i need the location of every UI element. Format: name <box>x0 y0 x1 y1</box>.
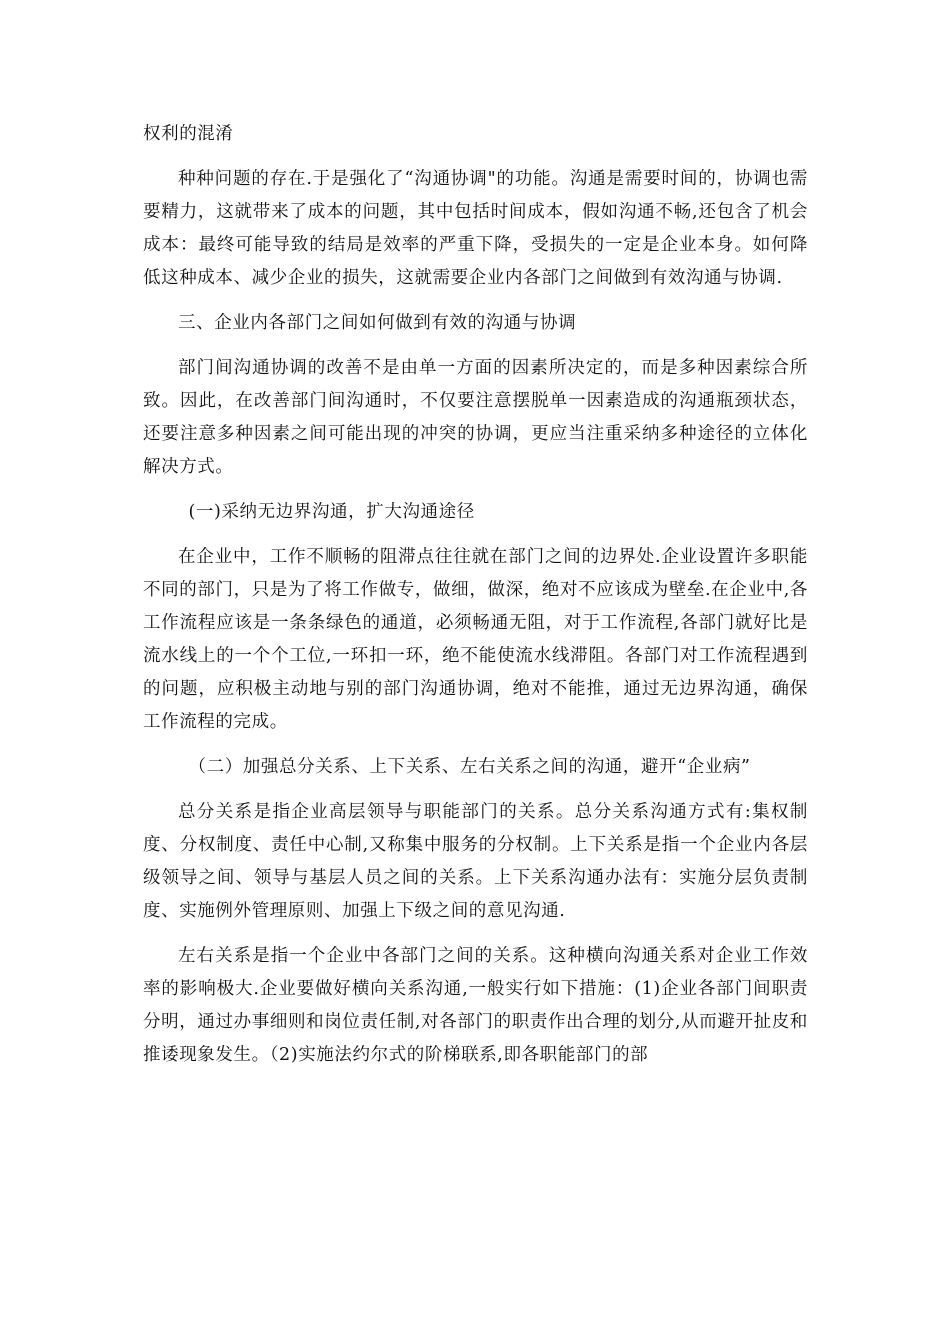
body-paragraph: 种种问题的存在.于是强化了“沟通协调"的功能。沟通是需要时间的，协调也需要精力，这就带来了成本的问题，其中包括时间成本，假如沟通不畅,还包含了机会成本：最终可能导致的结局是效率的严重下降，受损失的一定是企业本身。如何降低这种成本、减少企业的损失，这就需要企业内各部门之间做到有效沟通与协调. <box>143 169 808 288</box>
document-body <box>143 118 808 1084</box>
section-heading: 三、企业内各部门之间如何做到有效的沟通与协调 <box>178 313 577 333</box>
subsection-heading: （二）加强总分关系、上下关系、左右关系之间的沟通，避开“企业病” <box>188 757 751 777</box>
body-paragraph: 左右关系是指一个企业中各部门之间的关系。这种横向沟通关系对企业工作效率的影响极大.企业要做好横向关系沟通,一般实行如下措施：(1)企业各部门间职责分明，通过办事细则和岗位责任制,对各部门的职责作出合理的划分,从而避开扯皮和推诿现象发生。（2)实施法约尔式的阶梯联系,即各职能部门的部 <box>143 946 808 1065</box>
continuation-paragraph: 权利的混淆 <box>143 124 234 144</box>
body-paragraph: 总分关系是指企业高层领导与职能部门的关系。总分关系沟通方式有:集权制度、分权制度、责任中心制,又称集中服务的分权制。上下关系是指一个企业内各层级领导之间、领导与基层人员之间的关系。上下关系沟通办法有：实施分层负责制度、实施例外管理原则、加强上下级之间的意见沟通. <box>143 802 808 921</box>
body-paragraph: 部门间沟通协调的改善不是由单一方面的因素所决定的，而是多种因素综合所致。因此，在改善部门间沟通时，不仅要注意摆脱单一因素造成的沟通瓶颈状态，还要注意多种因素之间可能出现的冲突的协调，更应当注重采纳多种途径的立体化解决方式。 <box>143 358 808 477</box>
subsection-heading: (一)采纳无边界沟通，扩大沟通途径 <box>188 502 475 522</box>
body-paragraph: 在企业中，工作不顺畅的阻滞点往往就在部门之间的边界处.企业设置许多职能不同的部门，只是为了将工作做专，做细，做深，绝对不应该成为壁垒.在企业中,各工作流程应该是一条条绿色的通道，必须畅通无阻，对于工作流程,各部门就好比是流水线上的一个个工位,一环扣一环，绝不能使流水线滞阻。各部门对工作流程遇到的问题，应积极主动地与别的部门沟通协调，绝对不能推，通过无边界沟通，确保工作流程的完成。 <box>143 547 808 732</box>
